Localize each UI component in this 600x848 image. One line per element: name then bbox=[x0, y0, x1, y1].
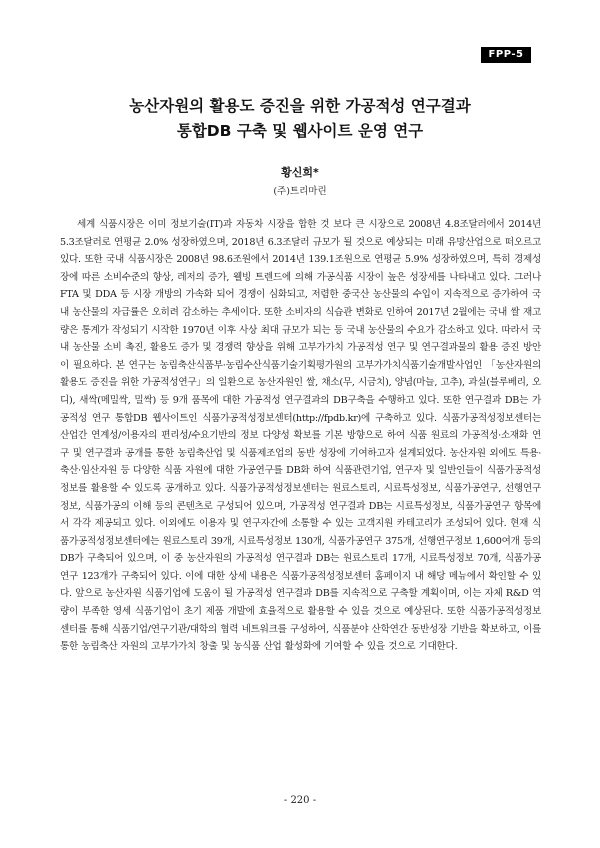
abstract-body: 세계 식품시장은 이미 정보기술(IT)과 자동차 시장을 합한 것 보다 큰 시장으로 2008년 4.8조달러에서 2014년 5.3조달러로 연평균 2.0% 성장하였으며, 2018년 6.3조달러 규모가 될 것으로 예상되는 미래 유망산업으로 떠오르고 있다. 또한 국내 식품시장은 2008년 98.6조원에서 2014년 139.1조원으로 연평균 5.9% 성장하였으며, 특히 경제성장에 따른 소비수준의 향상, 레저의 증가, 웰빙 트렌드에 의해 가공식품 시장이 높은 성장세를 나타내고 있다. 그러나 FTA 및 DDA 등 시장 개방의 가속화 되어 경쟁이 심화되고, 저렴한 중국산 농산물의 수입이 지속적으로 증가하여 국내 농산물의 자급률은 오히려 감소하는 추세이다. 또한 소비자의 식습관 변화로 인하여 2017년 2월에는 국내 쌀 재고량은 통계가 작성되기 시작한 1970년 이후 사상 최대 규모가 되는 등 국내 농산물의 수요가 감소하고 있다. 따라서 국내 농산물 소비 촉진, 활용도 증가 및 경쟁력 향상을 위해 고부가가치 가공적성 연구 및 연구결과물의 활용 증진 방안이 필요하다. 본 연구는 농림축산식품부·농림수산식품기술기획평가원의 고부가가치식품기술개발사업인 「농산자원의 활용도 증진을 위한 가공적성연구」의 일환으로 농산자원인 쌀, 채소(무, 시금치), 양념(마늘, 고추), 과실(블루베리, 오디), 새싹(메밀싹, 밀싹) 등 9개 품목에 대한 가공적성 연구결과의 DB구축을 수행하고 있다. 또한 연구결과 DB는 가공적성 연구 통합DB 웹사이트인 식품가공적성정보센터(http://fpdb.kr)에 구축하고 있다. 식품가공적성정보센터는 산업간 연계성/이용자의 편리성/수요기반의 정보 다양성 확보를 기본 방향으로 하여 식품 원료의 가공적성·소재화 연구 및 연구결과 공개를 통한 농림축산업 및 식품제조업의 동반 성장에 기여하고자 설계되었다. 농산자원 외에도 특용·축산·임산자원 등 다양한 식품 자원에 대한 가공연구를 DB화 하여 식품관련기업, 연구자 및 일반인들이 식품가공적성정보를 활용할 수 있도록 공개하고 있다. 식품가공적성정보센터는 원료스토리, 시료특성정보, 식품가공연구, 선행연구정보, 식품가공의 이해 등의 콘텐츠로 구성되어 있으며, 가공적성 연구결과 DB는 시료특성정보, 식품가공연구 항목에서 각각 제공되고 있다. 이외에도 이용자 및 연구자간에 소통할 수 있는 고객지원 카테고리가 조성되어 있다. 현재 식품가공적성정보센터에는 원료스토리 39개, 시료특성정보 130개, 식품가공연구 375개, 선행연구정보 1,600여개 등의 DB가 구축되어 있으며, 이 중 농산자원의 가공적성 연구결과 DB는 원료스토리 17개, 시료특성정보 70개, 식품가공연구 123개가 구축되어 있다. 이에 대한 상세 내용은 식품가공적성정보센터 홈페이지 내 해당 메뉴에서 확인할 수 있다. 앞으로 농산자원 식품기업에 도움이 될 가공적성 연구결과 DB를 지속적으로 구축할 계획이며, 이는 자체 R&D 역량이 부족한 영세 식품기업이 초기 제품 개발에 효율적으로 활용할 수 있을 것으로 예상된다. 또한 식품가공적성정보센터를 통해 식품기업/연구기관/대학의 협력 네트워크를 구성하여, 식품분야 산학연간 동반성장 기반을 확보하고, 이를 통한 농림축산 자원의 고부가가치 창출 및 농식품 산업 활성화에 기여할 수 있을 것으로 기대한다. bbox=[60, 219, 541, 653]
author-affiliation: (주)트리마린 bbox=[273, 186, 327, 197]
paper-title-line-2: 통합DB 구축 및 웹사이트 운영 연구 bbox=[176, 122, 424, 140]
paper-title-line-1: 농산자원의 활용도 증진을 위한 가공적성 연구결과 bbox=[129, 97, 471, 115]
session-badge: FPP-5 bbox=[481, 47, 531, 63]
page-number: - 220 - bbox=[283, 795, 317, 806]
author-name: 황신희* bbox=[281, 166, 319, 179]
paper-title bbox=[0, 94, 600, 144]
